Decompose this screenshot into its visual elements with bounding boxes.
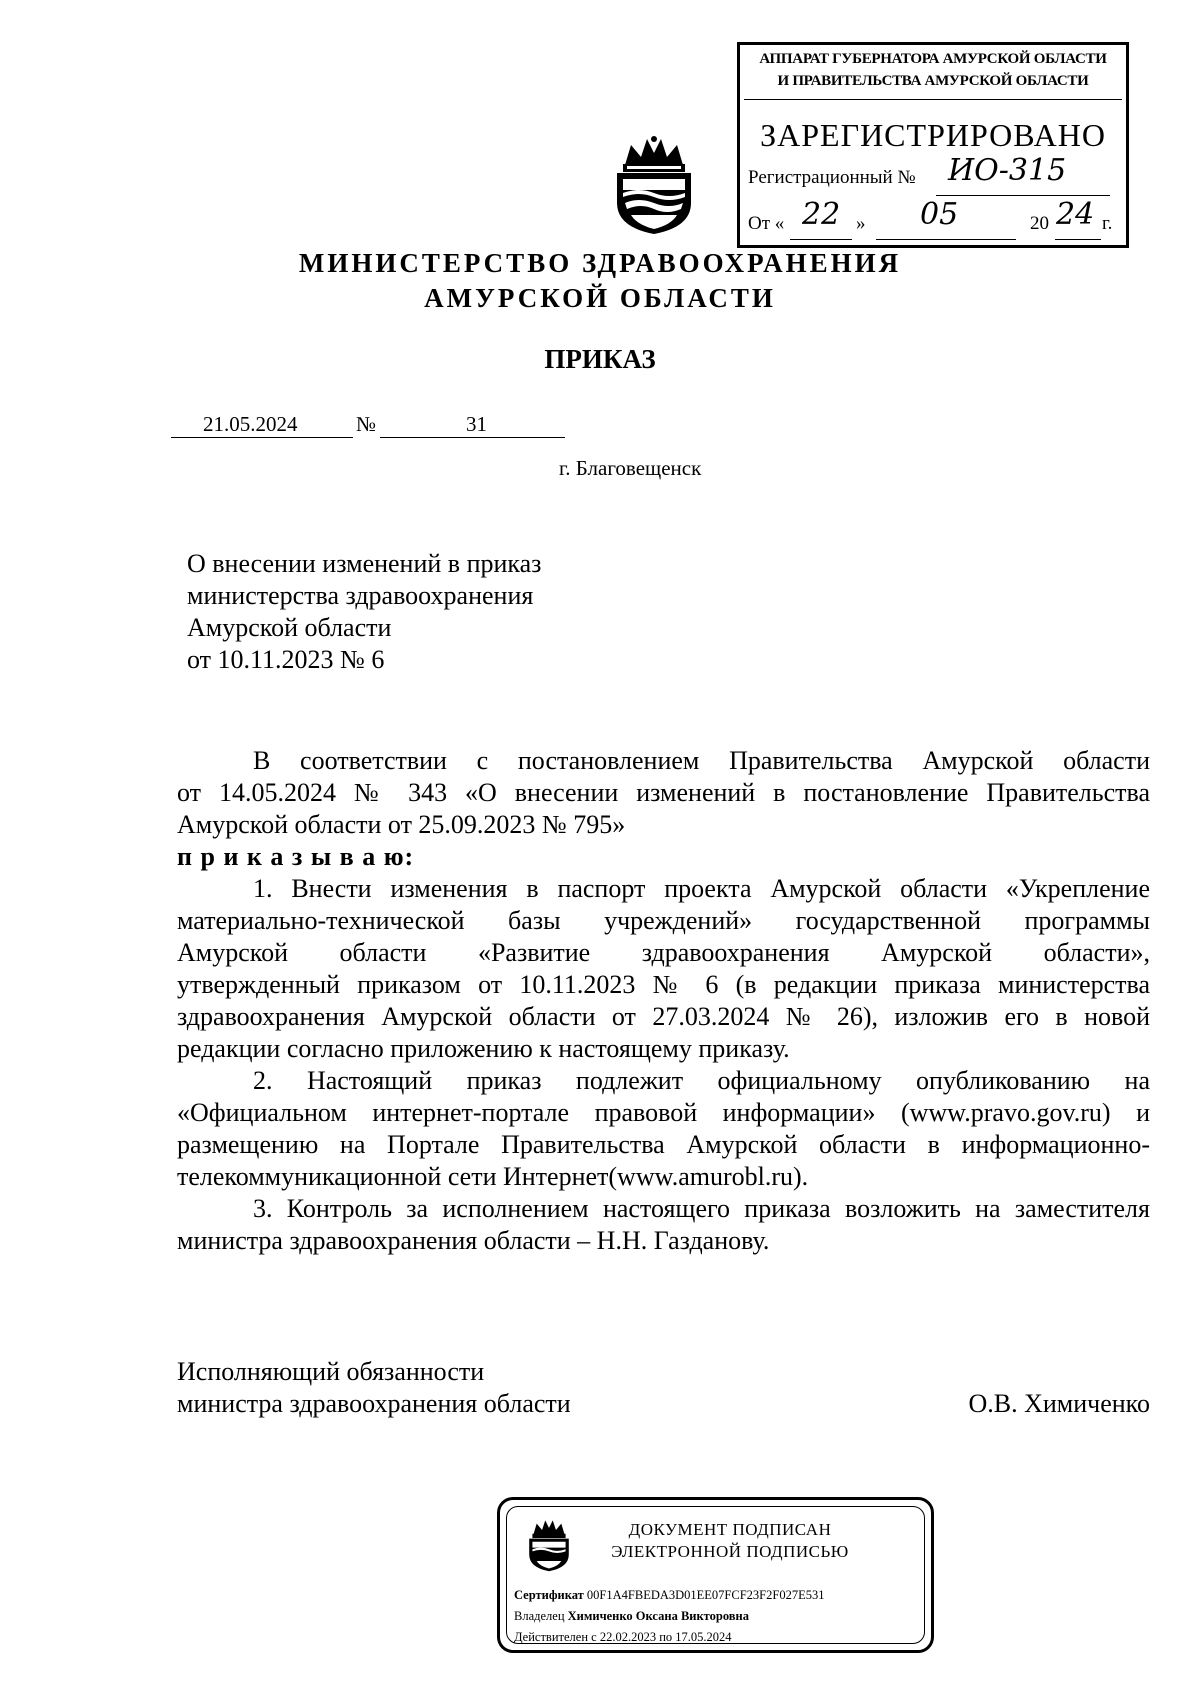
item2-line: размещению на Портале Правительства Амурской области в информационно- <box>177 1130 1150 1159</box>
stamp-date-month: 05 <box>920 197 959 232</box>
preamble-line: от 14.05.2024 № 343 «О внесении изменений в постановление Правительства <box>177 778 1150 807</box>
signatory-position-line: министра здравоохранения области <box>177 1389 571 1418</box>
order-word: п р и к а з ы в а ю: <box>177 842 415 871</box>
esig-cert-label: Сертификат <box>514 1588 584 1602</box>
stamp-org-line2: И ПРАВИТЕЛЬСТВА АМУРСКОЙ ОБЛАСТИ <box>777 73 1089 89</box>
esig-owner-label: Владелец <box>514 1609 565 1623</box>
esig-valid-to: 17.05.2024 <box>675 1630 732 1644</box>
stamp-reg-number: ИО-315 <box>948 153 1067 188</box>
signatory-position-line: Исполняющий обязанности <box>177 1357 485 1386</box>
esig-head-line1: ДОКУМЕНТ ПОДПИСАН <box>628 1520 832 1539</box>
stamp-year-prefix: 20 <box>1030 213 1049 234</box>
stamp-date-day: 22 <box>802 197 841 232</box>
stamp-reg-label: Регистрационный № <box>748 167 916 188</box>
item2-line: 2. Настоящий приказ подлежит официальному опубликованию на <box>253 1066 1150 1095</box>
signatory-position <box>177 1356 571 1420</box>
esig-cert-row <box>514 1588 824 1603</box>
stamp-title: ЗАРЕГИСТРИРОВАНО <box>760 117 1106 153</box>
item1-line: материально-технической базы учреждений» государственной программы <box>177 906 1150 935</box>
order-number: 31 <box>466 412 487 436</box>
item2-line: телекоммуникационной сети Интернет(www.amurobl.ru). <box>177 1162 809 1191</box>
item1-line: Амурской области «Развитие здравоохранения Амурской области», <box>177 938 1150 967</box>
item1-line: 1. Внести изменения в паспорт проекта Амурской области «Укрепление <box>253 874 1150 903</box>
stamp-year-end: г. <box>1102 213 1113 234</box>
subject-line: министерства здравоохранения <box>187 581 534 610</box>
item2-line: «Официальном интернет-портале правовой информации» (www.pravo.gov.ru) и <box>177 1098 1150 1127</box>
stamp-reg-row <box>748 167 916 189</box>
subject-line: О внесении изменений в приказ <box>187 549 542 578</box>
subject-line: Амурской области <box>187 613 392 642</box>
item3-line: министра здравоохранения области – Н.Н. Газданову. <box>177 1226 770 1255</box>
ministry-name-line2: АМУРСКОЙ ОБЛАСТИ <box>424 283 776 313</box>
item1-line: редакции согласно приложению к настоящему приказу. <box>177 1034 790 1063</box>
preamble-line: Амурской области от 25.09.2023 № 795» <box>177 810 626 839</box>
esig-valid-row <box>514 1630 732 1645</box>
esig-valid-to-label: по <box>659 1630 673 1644</box>
esig-owner-row <box>514 1609 749 1624</box>
city: г. Благовещенск <box>559 456 702 480</box>
document-type-title: ПРИКАЗ <box>544 344 656 374</box>
registration-stamp <box>737 42 1129 248</box>
stamp-date-mid: » <box>856 213 866 234</box>
stamp-year-suffix: 24 <box>1056 197 1095 232</box>
electronic-signature-stamp <box>497 1497 934 1653</box>
order-number-label: № <box>356 412 377 436</box>
subject-block <box>187 548 541 676</box>
item1-line: здравоохранения Амурской области от 27.03.2024 № 26), изложив его в новой <box>177 1002 1150 1031</box>
signatory-name: О.В. Химиченко <box>968 1389 1150 1418</box>
esig-cert-value: 00F1A4FBEDA3D01EE07FCF23F2F027E531 <box>586 1588 825 1602</box>
ministry-name-line1: МИНИСТЕРСТВО ЗДРАВООХРАНЕНИЯ <box>298 248 902 278</box>
stamp-org-line1: АППАРАТ ГУБЕРНАТОРА АМУРСКОЙ ОБЛАСТИ <box>759 51 1107 67</box>
order-date: 21.05.2024 <box>203 412 298 436</box>
amur-oblast-coat-of-arms-icon <box>526 1518 572 1572</box>
esig-owner-value: Химиченко Оксана Викторовна <box>567 1609 750 1623</box>
esig-valid-label: Действителен с <box>514 1630 597 1644</box>
item1-line: утвержденный приказом от 10.11.2023 № 6 (в редакции приказа министерства <box>177 970 1150 999</box>
item3-line: 3. Контроль за исполнением настоящего приказа возложить на заместителя <box>253 1194 1150 1223</box>
esig-valid-from: 22.02.2023 <box>599 1630 657 1644</box>
esig-head-line2: ЭЛЕКТРОННОЙ ПОДПИСЬЮ <box>611 1542 849 1561</box>
stamp-date-prefix: От « <box>748 213 785 234</box>
amur-oblast-coat-of-arms-icon <box>611 135 697 235</box>
preamble-line: В соответствии с постановлением Правительства Амурской области <box>253 746 1150 775</box>
subject-line: от 10.11.2023 № 6 <box>187 645 385 674</box>
order-body <box>177 745 1150 1257</box>
